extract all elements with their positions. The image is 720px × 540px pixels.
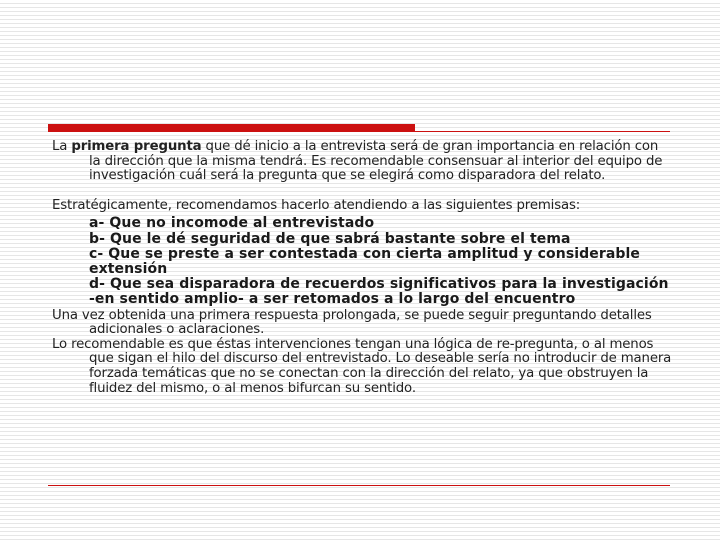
premise-c: c- Que se preste a ser contestada con cierta amplitud y considerable extensión — [89, 245, 641, 277]
paragraph-una-vez: Una vez obtenida una primera respuesta prolongada, se puede seguir preguntando detalles adicionales o aclaraciones. — [52, 307, 652, 338]
header-rule — [415, 131, 670, 132]
paragraph-primera-pregunta — [52, 140, 672, 184]
premise-a: a- Que no incomode al entrevistado — [89, 215, 375, 232]
footer-rule — [48, 485, 670, 486]
premise-b: b- Que le dé seguridad de que sabrá bastante sobre el tema — [89, 230, 571, 247]
paragraph-lo-recomendable: Lo recomendable es que éstas intervenciones tengan una lógica de re-pregunta, o al menos que sigan el hilo del discurso del entrevistado. Lo deseable sería no introducir de manera forzada temáticas que no se conectan con la dirección del relato, ya que obstruyen la fluidez del mismo, o al menos bifurcan su sentido. — [52, 336, 672, 396]
paragraph1-emphasis: primera pregunta — [71, 139, 202, 154]
paragraph-gap — [52, 184, 672, 199]
slide-content — [52, 140, 672, 396]
paragraph1-prefix: La — [52, 139, 72, 154]
header-accent-bar — [48, 124, 415, 132]
premise-list — [52, 213, 672, 308]
paragraph-estrategicamente: Estratégicamente, recomendamos hacerlo atendiendo a las siguientes premisas: — [52, 197, 581, 213]
paragraph1-rest: que dé inicio a la entrevista será de gran importancia en relación con la dirección que la misma tendrá. Es recomendable consensuar al interior del equipo de investigación cuál será la pregunta que se elegirá como disparadora del relato. — [89, 139, 663, 184]
premise-d: d- Que sea disparadora de recuerdos significativos para la investigación -en sentido amplio- a ser retomados a lo largo del encuentro — [89, 276, 669, 308]
